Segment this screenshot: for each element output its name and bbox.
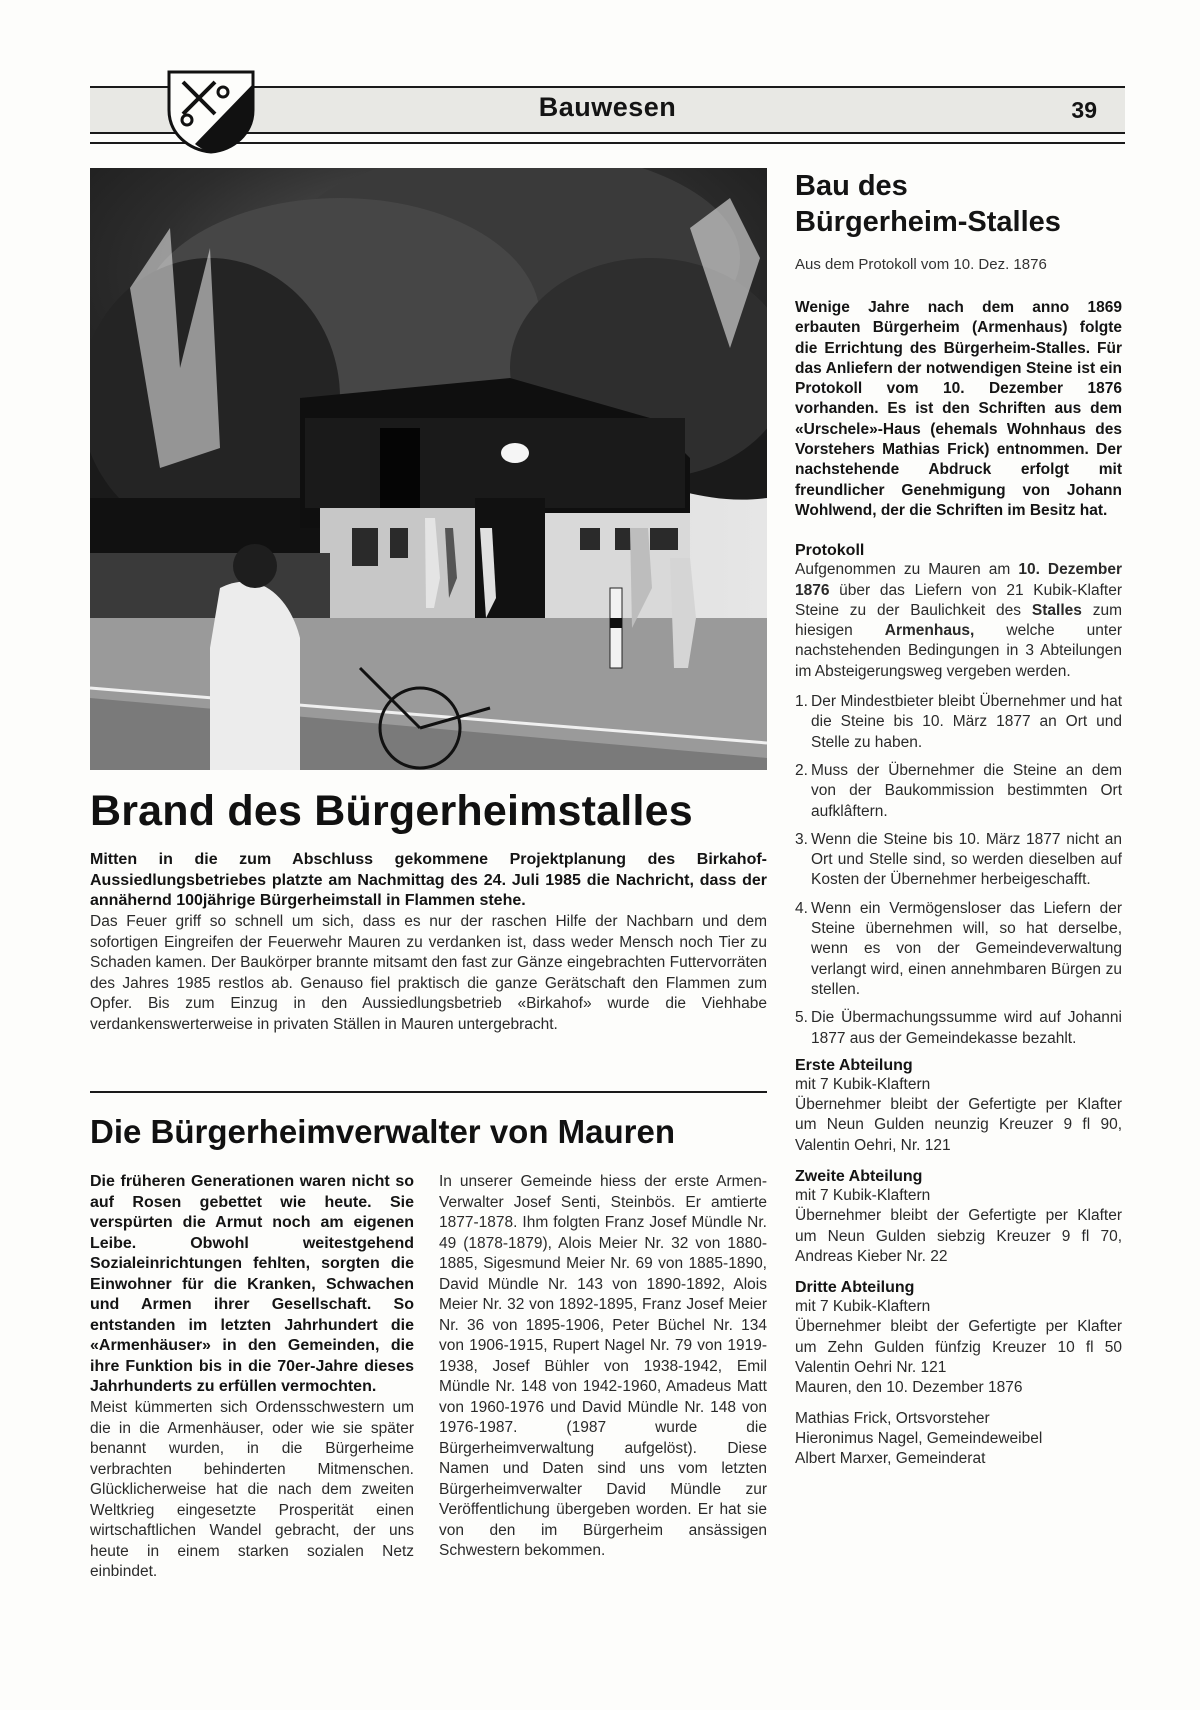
protokoll-part: über das Liefern von 21 Kubik-Klafter Steine zu der Baulichkeit des [795,581,1122,619]
abteilung-label: Zweite Abteilung [795,1167,923,1185]
abteilung-block [795,1168,1122,1267]
article2-body-right: In unserer Gemeinde hiess der erste Armen-Verwalter Josef Senti, Steinbös. Er amtierte 1877-1878. Ihm folgten Franz Josef Mündle Nr. 49 (1878-1879), Alois Meier Nr. 32 von 1880-1885, Sigesmund Meier Nr. 69 von 1885-1890, David Mündle Nr. 143 von 1890-1892, Alois Meier Nr. 32 von 1892-1895, Franz Josef Meier Nr. 36 von 1895-1906, Peter Büchel Nr. 134 von 1906-1915, Rupert Nagel Nr. 79 von 1919-1938, Josef Bühler von 1938-1942, Emil Mündle Nr. 148 von 1942-1960, Amadeus Matt von 1960-1976 und David Mündle Nr. 148 von 1976-1987. (1987 wurde die Bürgerheimverwaltung aufgelöst). Diese Namen und Daten sind uns vom letzten Bürgerheimverwalter David Mündle zur Veröffentlichung übergeben worden. Er hat sie von den im Bürgerheim ansässigen Schwestern bekommen. [439,1173,767,1559]
protokoll-label: Protokoll [795,542,865,560]
article2-body-left: Meist kümmerten sich Ordensschwestern um die in die Armenhäuser, oder wie sie später benannt wurden, in die Bürgerheime verbrachten behinderten Mitmenschen. Glücklicherweise hat die nach dem zweiten Weltkrieg eingesetzte Prosperität einen wirtschaftlichen Wandel gebracht, der uns heute in einem starken sozialen Netz einbindet. [90,1399,414,1580]
condition-text: Die Übermachungssumme wird auf Johanni 1877 aus der Gemeindekasse bezahlt. [811,1009,1122,1047]
abteilung-text: Übernehmer bleibt der Gefertigte per Klafter um Zehn Gulden fünfzig Kreuzer 10 fl 50 Valentin Oehri Nr. 121 [795,1318,1122,1377]
abteilung-quantity: mit 7 Kubik-Klaftern [795,1298,931,1316]
condition-number: 1. [795,693,808,711]
protokoll-text [795,560,1122,682]
abteilung-label: Erste Abteilung [795,1056,913,1074]
sidebar-title-line1: Bau des [795,170,908,202]
abteilung-block [795,1057,1122,1156]
barn-fire-photo [90,168,767,770]
protokoll-part: zum hiesigen [795,601,1122,640]
article2-lead: Die früheren Generationen waren nicht so auf Rosen gebettet wie heute. Sie verspürten die Armut noch am eigenen Leibe. Obwohl weitestgehend Sozialeinrichtungen fehlten, sorgten die Einwohner für die Kranken, Schwachen und Armen ihrer Gesellschaft. So entstanden im letzten Jahrhundert die «Armenhäuser» in den Gemeinden, die ihre Funktion bis in die 70er-Jahre dieses Jahrhunderts zu erfüllen vermochten. [90,1173,414,1395]
condition-number: 5. [795,1009,808,1027]
condition-text: Der Mindestbieter bleibt Übernehmer und hat die Steine bis 10. März 1877 an Ort und Stelle zu haben. [811,693,1122,751]
list-item [795,1008,1122,1049]
condition-number: 2. [795,761,808,779]
article-body: Das Feuer griff so schnell um sich, dass es nur der raschen Hilfe der Nachbarn und dem sofortigen Eingreifen der Feuerwehr Mauren zu verdanken ist, dass weder Mensch noch Tier zu Schaden kamen. Der Baukörper brannte mitsamt den fast zur Gänze eingebrachten Futtervorräten des Jahres 1985 restlos ab. Genauso fiel praktisch die ganze Gerätschaft den Flammen zum Opfer. Bis zum Einzug in den Aussiedlungsbetrieb «Birkahof» wurde die Viehhabe verdankenswerterweise in privaten Ställen in Mauren untergebracht. [90,913,767,1033]
section-divider [90,1091,767,1093]
conditions-list [795,692,1122,1049]
page-header [90,70,1125,150]
protokoll-part: Aufgenommen zu Mauren am [795,561,1019,579]
condition-number: 4. [795,899,808,917]
list-item [795,899,1122,1000]
protokoll-date: 10. Dezember 1876 [795,561,1122,599]
sidebar-subtitle: Aus dem Protokoll vom 10. Dez. 1876 [795,256,1047,273]
abteilung-label: Dritte Abteilung [795,1279,915,1297]
sidebar-protocol [795,168,1122,1470]
list-item [795,830,1122,891]
closing-place-date: Mauren, den 10. Dezember 1876 [795,1379,1023,1397]
list-item [795,692,1122,753]
signature-line: Albert Marxer, Gemeinderat [795,1450,986,1468]
condition-text: Wenn die Steine bis 10. März 1877 nicht an Ort und Stelle sind, so werden dieselben auf Kosten der Übernehmer herbeigeschafft. [811,830,1122,889]
sidebar-title [795,168,1122,240]
condition-text: Wenn ein Vermögensloser das Liefern der Steine übernehmen will, so hat derselbe, wenn es von der Gemeindeverwaltung verlangt wird, einen annehmbaren Bürgen zu stellen. [811,899,1122,998]
article2-heading: Die Bürgerheimverwalter von Mauren [90,1113,676,1150]
sidebar-lead: Wenige Jahre nach dem anno 1869 erbauten Bürgerheim (Armenhaus) folgte die Errichtung des Bürgerheim-Stalles. Für das Anliefern der notwendigen Steine ist ein Protokoll vom 10. Dezember 1876 vorhanden. Es ist den Schriften aus dem «Urschele»-Haus (ehemals Wohnhaus des Vorstehers Mathias Frick) entnommen. Der nachstehende Abdruck erfolgt mit freundlicher Genehmigung von Johann Wohlwend, der die Schriften im Besitz hat. [795,299,1122,519]
protokoll-armenhaus: Armenhaus, [884,622,975,640]
page-number: 39 [1071,97,1097,123]
signature-line: Hieronimus Nagel, Gemeindeweibel [795,1429,1043,1447]
signatures [795,1409,1122,1470]
protokoll-part: welche unter nachstehenden Bedingungen in 3 Abteilungen im Absteigerungsweg vergeben werden. [795,622,1122,680]
signature-line: Mathias Frick, Ortsvorsteher [795,1409,990,1427]
protokoll-stalles: Stalles [1031,601,1082,619]
article-lead: Mitten in die zum Abschluss gekommene Projektplanung des Birkahof-Aussiedlungsbetriebes platzte am Nachmittag des 24. Juli 1985 die Nachricht, dass der annähernd 100jährige Bürgerheimstall in Flammen stehe. [90,851,767,909]
list-item [795,761,1122,822]
abteilung-block [795,1279,1122,1398]
article-heading: Brand des Bürgerheimstalles [90,787,693,835]
abteilung-quantity: mit 7 Kubik-Klaftern [795,1075,931,1093]
sidebar-title-line2: Bürgerheim-Stalles [795,206,1061,238]
condition-text: Muss der Übernehmer die Steine an dem von der Baukommission bestimmten Ort aufklâftern. [811,761,1122,820]
abteilung-quantity: mit 7 Kubik-Klaftern [795,1186,931,1204]
abteilung-text: Übernehmer bleibt der Gefertigte per Klafter um Neun Gulden neunzig Kreuzer 9 fl 90, Valentin Oehri, Nr. 121 [795,1096,1122,1154]
section-title: Bauwesen [538,92,677,122]
abteilung-text: Übernehmer bleibt der Gefertigte per Klafter um Neun Gulden siebzig Kreuzer 9 fl 70, Andreas Kieber Nr. 22 [795,1207,1122,1265]
condition-number: 3. [795,830,808,848]
